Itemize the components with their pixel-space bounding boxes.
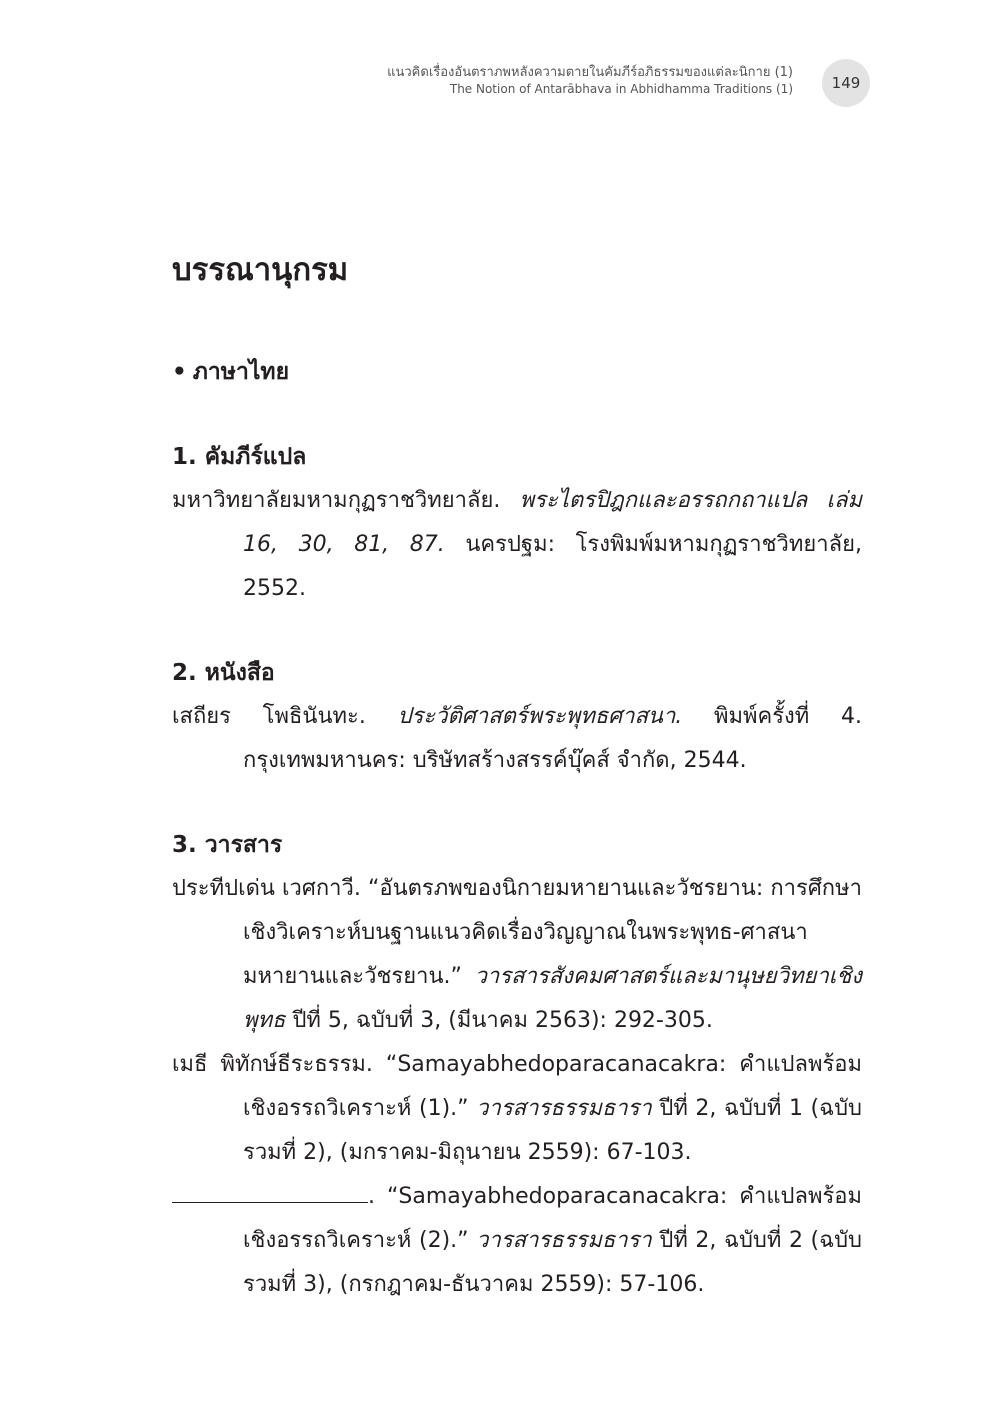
- section-references: [172, 867, 862, 1307]
- reference-author: มหาวิทยาลัยมหามกุฏราชวิทยาลัย.: [172, 488, 501, 513]
- repeated-author-period: .: [368, 1184, 375, 1209]
- section-title: 1. คัมภีร์แปล: [172, 444, 307, 470]
- bullet-icon: •: [172, 359, 187, 385]
- bibliography: [172, 240, 862, 1347]
- page-title: บรรณานุกรม: [172, 252, 349, 288]
- section-title: 2. หนังสือ: [172, 660, 275, 686]
- reference-entry: [172, 695, 862, 783]
- reference-entry: [172, 867, 862, 1043]
- reference-author: ประทีปเด่น เวศกาวี.: [172, 876, 361, 901]
- running-header: [387, 64, 793, 97]
- reference-article: “Samayabhedoparacanacakra: คำแปลพร้อมเชิงอรรถวิเคราะห์ (1).”: [243, 1052, 863, 1121]
- reference-article: “อันตรภพของนิกายมหายานและวัชรยาน: การศึกษาเชิงวิเคราะห์บนฐานแนวคิดเรื่องวิญญาณในพระพุทธ-ศาสนามหายานและวัชรยาน.”: [243, 876, 862, 989]
- reference-author: เมธี พิทักษ์ธีระธรรม.: [172, 1052, 373, 1077]
- reference-entry: [172, 1043, 862, 1175]
- repeated-author-line: [172, 1188, 368, 1203]
- reference-publication: ปีที่ 2, ฉบับที่ 1 (ฉบับรวมที่ 2), (มกราคม-มิถุนายน 2559): 67-103.: [243, 1096, 863, 1165]
- reference-entry: [172, 479, 862, 611]
- header-title-english: The Notion of Antarābhava in Abhidhamma Traditions (1): [449, 82, 793, 96]
- reference-entry: [172, 1175, 862, 1307]
- reference-journal: วารสารธรรมธารา: [476, 1228, 652, 1253]
- reference-journal: วารสารธรรมธารา: [476, 1096, 652, 1121]
- reference-journal: วารสารสังคมศาสตร์และมานุษยวิทยาเชิงพุทธ: [243, 964, 862, 1033]
- reference-author: เสถียร โพธินันทะ.: [172, 704, 366, 729]
- section-references: [172, 479, 862, 611]
- language-heading: [172, 352, 862, 392]
- reference-publication: นครปฐม: โรงพิมพ์มหามกุฏราชวิทยาลัย, 2552.: [243, 532, 862, 601]
- section-title: 3. วารสาร: [172, 832, 283, 858]
- reference-article: “Samayabhedoparacanacakra: คำแปลพร้อมเชิงอรรถวิเคราะห์ (2).”: [243, 1184, 863, 1253]
- header-title-thai: แนวคิดเรื่องอันตราภพหลังความตายในคัมภีร์อภิธรรมของแต่ละนิกาย (1): [387, 65, 793, 80]
- reference-title: พระไตรปิฎกและอรรถกถาแปล เล่ม 16, 30, 81, 87.: [243, 488, 863, 557]
- reference-publication: ปีที่ 5, ฉบับที่ 3, (มีนาคม 2563): 292-305.: [292, 1008, 713, 1033]
- reference-title: ประวัติศาสตร์พระพุทธศาสนา.: [397, 704, 683, 729]
- language-heading-label: ภาษาไทย: [192, 359, 290, 385]
- section-references: [172, 695, 862, 783]
- reference-publication: พิมพ์ครั้งที่ 4. กรุงเทพมหานคร: บริษัทสร้างสรรค์บุ๊คส์ จำกัด, 2544.: [243, 704, 862, 773]
- page-number: 149: [822, 59, 870, 107]
- reference-publication: ปีที่ 2, ฉบับที่ 2 (ฉบับรวมที่ 3), (กรกฎาคม-ธันวาคม 2559): 57-106.: [243, 1228, 863, 1297]
